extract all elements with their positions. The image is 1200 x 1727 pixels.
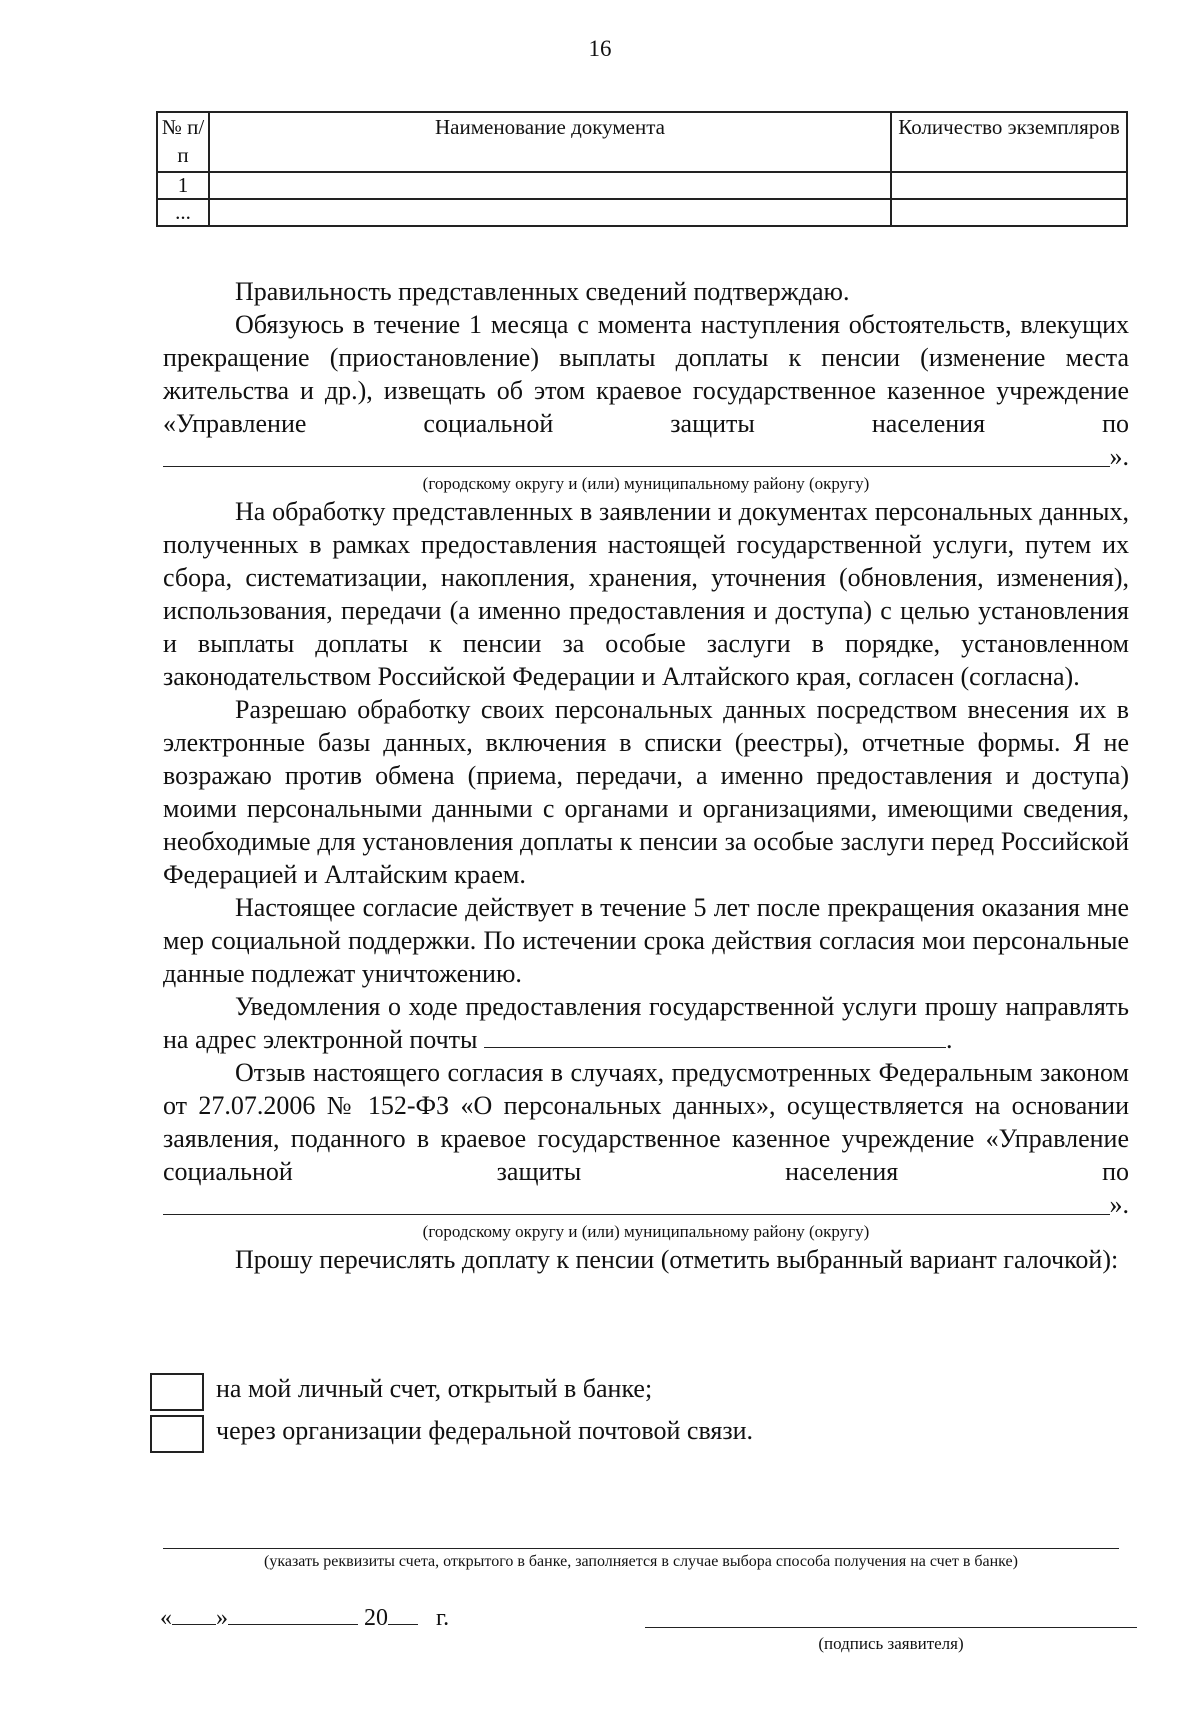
year-input[interactable]	[388, 1602, 418, 1625]
row-number: 1	[157, 172, 209, 199]
closing-quote: ».	[1109, 442, 1129, 471]
col-quantity-header: Количество экземпляров	[891, 112, 1127, 172]
payment-method-paragraph: Прошу перечислять доплату к пенсии (отметить выбранный вариант галочкой):	[235, 1245, 1119, 1274]
obligation-paragraph: Обязуюсь в течение 1 месяца с момента наступления обстоятельств, влекущих прекращение (приостановление) выплаты доплаты к пенсии (изменение места жительства и др.), извещать об этом краевое государственное казенное учреждение «Управление социальной защиты населения по	[163, 310, 1129, 438]
page-number: 16	[588, 36, 612, 61]
district-caption-2: (городскому округу и (или) муниципальному району (округу)	[422, 1222, 870, 1241]
district-fill-line-2	[163, 1188, 1129, 1221]
email-paragraph-text: Уведомления о ходе предоставления государственной услуги прошу направлять на адрес электронной почты	[163, 992, 1129, 1054]
post-office-checkbox[interactable]	[150, 1415, 204, 1453]
closing-quote: ».	[1109, 1190, 1129, 1219]
email-period: .	[946, 1025, 953, 1054]
day-input[interactable]	[172, 1602, 216, 1625]
row-doc-name-cell[interactable]	[209, 199, 891, 226]
year-suffix: г.	[436, 1605, 450, 1631]
confirmation-paragraph: Правильность представленных сведений подтверждаю.	[235, 277, 850, 306]
bank-details-caption: (указать реквизиты счета, открытого в банке, заполняется в случае выбора способа получения на счет в банке)	[264, 1553, 1018, 1570]
table-row	[157, 199, 1127, 226]
date-open-quote: «	[160, 1605, 172, 1631]
date-field	[160, 1602, 449, 1632]
consent-database-paragraph: Разрешаю обработку своих персональных данных посредством внесения их в электронные базы данных, включения в списки (реестры), отчетные формы. Я не возражаю против обмена (приема, передачи, а именно предоставления и доступа) моими персональными данными с органами и организациями, имеющими сведения, необходимые для установления доплаты к пенсии за особые заслуги перед Российской Федерацией и Алтайским краем.	[163, 695, 1129, 889]
year-prefix: 20	[364, 1605, 388, 1631]
table-row	[157, 172, 1127, 199]
district-fill-line-1	[163, 440, 1129, 473]
bank-details-input[interactable]	[163, 1548, 1119, 1549]
signature-caption: (подпись заявителя)	[818, 1634, 964, 1653]
consent-processing-paragraph: На обработку представленных в заявлении и документах персональных данных, полученных в рамках предоставления настоящей государственной услуги, путем их сбора, систематизации, накопления, хранения, уточнения (обновления, изменения), использования, передачи (а именно предоставления и доступа) с целью установления и выплаты доплаты к пенсии за особые заслуги в порядке, установленном законодательством Российской Федерации и Алтайского края, согласен (согласна).	[163, 497, 1129, 691]
month-input[interactable]	[228, 1602, 358, 1625]
date-close-quote: »	[216, 1605, 228, 1631]
row-quantity-cell[interactable]	[891, 199, 1127, 226]
documents-table	[156, 111, 1128, 227]
bank-account-checkbox[interactable]	[150, 1373, 204, 1411]
row-doc-name-cell[interactable]	[209, 172, 891, 199]
body-text	[163, 275, 1129, 1276]
signature-input[interactable]	[645, 1627, 1137, 1628]
row-number: ...	[157, 199, 209, 226]
district-caption-1: (городскому округу и (или) муниципальному району (округу)	[422, 474, 870, 493]
email-input[interactable]	[484, 1025, 946, 1048]
email-paragraph	[163, 990, 1129, 1056]
district-input-2[interactable]	[163, 1190, 1110, 1215]
col-number-header: № п/п	[157, 112, 209, 172]
revocation-paragraph: Отзыв настоящего согласия в случаях, предусмотренных Федеральным законом от 27.07.2006 № 152-ФЗ «О персональных данных», осуществляется на основании заявления, поданного в краевое государственное казенное учреждение «Управление социальной защиты населения по	[163, 1058, 1129, 1186]
col-name-header: Наименование документа	[209, 112, 891, 172]
row-quantity-cell[interactable]	[891, 172, 1127, 199]
bank-account-option-label: на мой личный счет, открытый в банке;	[216, 1374, 653, 1403]
table-header-row	[157, 112, 1127, 172]
consent-duration-paragraph: Настоящее согласие действует в течение 5 лет после прекращения оказания мне мер социальной поддержки. По истечении срока действия согласия мои персональные данные подлежат уничтожению.	[163, 893, 1129, 988]
district-input-1[interactable]	[163, 442, 1110, 467]
post-office-option-label: через организации федеральной почтовой связи.	[216, 1416, 754, 1445]
